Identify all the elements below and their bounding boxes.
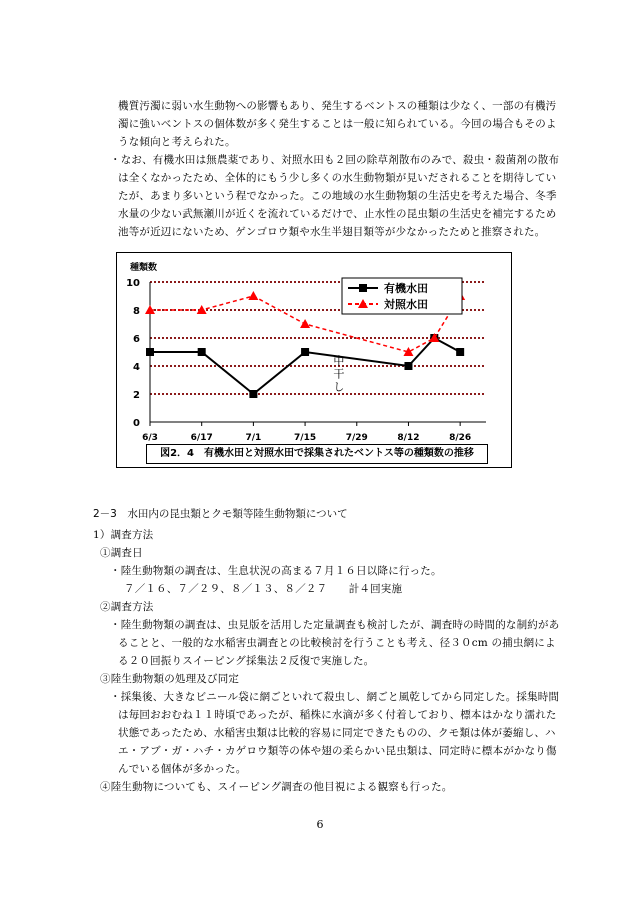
x-tick-label: 7/1 (245, 433, 262, 443)
item3-title: ③陸生動物類の処理及び同定 (100, 673, 240, 685)
annotation-char: 干 (333, 367, 345, 381)
item3-line-1: ・採集後、大きなビニール袋に網ごといれて殺虫し、網ごと風乾してから同定した。採集時間 (110, 691, 560, 703)
x-tick-label: 6/17 (190, 433, 213, 443)
legend-marker (359, 284, 367, 292)
y-tick-label: 10 (126, 278, 140, 289)
y-tick-label: 2 (133, 390, 140, 401)
note-line-2: は全くなかったため、全体的にもう少し多くの水生動物類が見いだされることを期待してい (118, 172, 557, 184)
page-number: 6 (316, 818, 324, 831)
data-point-square (301, 348, 309, 356)
x-tick-label: 7/15 (294, 433, 317, 443)
note-line-5: 池等が近辺にないため、ゲンゴロウ類や水生半翅目類等が少なかったためと推察された。 (118, 226, 546, 238)
data-point-square (456, 348, 464, 356)
item3-line-2: は毎回おおむね１１時頃であったが、稲株に水滴が多く付着しており、標本はかなり濡れた (118, 709, 557, 721)
y-tick-label: 0 (133, 418, 140, 429)
x-tick-label: 8/12 (397, 433, 420, 443)
item2-line-1: ・陸生動物類の調査は、虫見版を活用した定量調査も検討したが、調査時の時間的な制約があ (110, 619, 560, 631)
item1-title: ①調査日 (100, 547, 143, 559)
y-tick-label: 8 (133, 306, 140, 317)
y-axis-label: 種類数 (130, 263, 158, 273)
item3-line-5: んでいる個体が多かった。 (118, 763, 247, 775)
item4-text: ④陸生動物についても、スイーピング調査の他目視による観察も行った。 (100, 781, 453, 793)
y-tick-label: 6 (133, 334, 140, 345)
x-tick-label: 7/29 (345, 433, 368, 443)
item3-line-4: エ・アブ・ガ・ハチ・カゲロウ類等の体や翅の柔らかい昆虫類は、同定時に標本がかなり傷 (118, 745, 557, 757)
data-point-square (198, 348, 206, 356)
line-chart (116, 252, 512, 468)
legend-label: 有機水田 (384, 282, 428, 295)
annotation-char: 中 (333, 354, 345, 368)
section-heading: 2－3 水田内の昆虫類とクモ類等陸生動物類について (93, 508, 348, 520)
y-tick-label: 4 (133, 362, 140, 373)
x-tick-label: 8/26 (449, 433, 472, 443)
note-line-4: 水量の少ない武無瀬川が近くを流れているだけで、止水性の昆虫類の生活史を補完するため (118, 208, 557, 220)
chart-container (116, 252, 512, 468)
x-tick-label: 6/3 (142, 433, 158, 443)
method-heading: 1）調査方法 (93, 529, 154, 541)
item2-line-2: ることと、一般的な水稲害虫調査との比較検討を行うことも考え、径３０cm の捕虫網によ (118, 637, 556, 649)
note-line-1: ・なお、有機水田は無農薬であり、対照水田も２回の除草剤散布のみで、殺虫・殺菌剤の散布 (110, 154, 560, 166)
annotation-char: し (333, 380, 345, 394)
intro-line-1: 機質汚濁に弱い水生動物への影響もあり、発生するベントスの種類は少なく、一部の有機汚 (118, 100, 557, 112)
item1-text: ・陸生動物類の調査は、生息状況の高まる７月１６日以降に行った。 (110, 565, 442, 577)
item2-line-3: る２０回振りスイーピング採集法２反復で実施した。 (118, 655, 375, 667)
chart-caption: 図2．4 有機水田と対照水田で採集されたベントス等の種類数の推移 (146, 444, 488, 464)
item2-title: ②調査方法 (100, 601, 154, 613)
note-line-3: たが、あまり多いという程でなかった。この地域の水生動物類の生活史を考えた場合、冬季 (118, 190, 557, 202)
data-point-square (404, 362, 412, 370)
intro-line-2: 濁に強いベントスの個体数が多く発生することは一般に知られている。今回の場合もそのよ (118, 118, 557, 130)
item1-dates: ７／１６、７／２９、８／１３、８／２７ 計４回実施 (124, 583, 403, 595)
data-point-square (249, 390, 257, 398)
legend-label: 対照水田 (384, 298, 428, 311)
intro-line-3: うな傾向と考えられた。 (118, 136, 236, 148)
item3-line-3: 状態であったため、水稲害虫類は比較的容易に同定できたものの、クモ類は体が萎縮し、ハ (118, 727, 556, 739)
data-point-square (146, 348, 154, 356)
